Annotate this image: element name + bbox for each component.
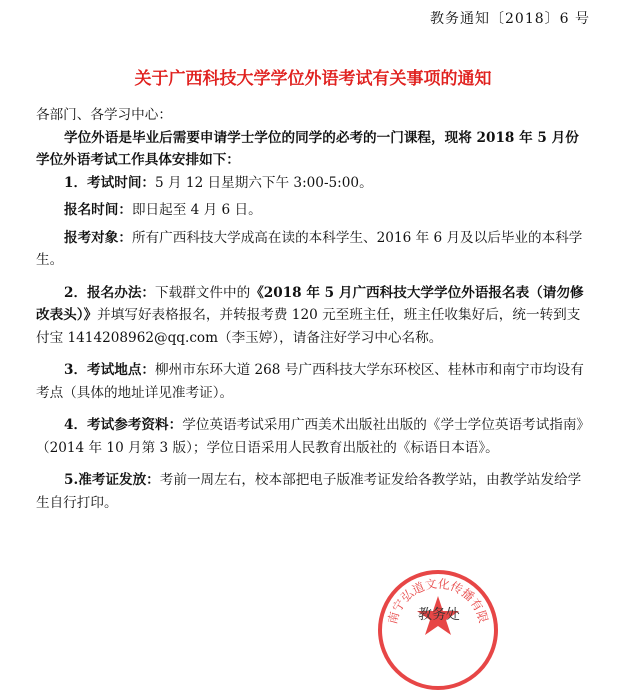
- registration-method-label: 2．报名办法：: [64, 284, 156, 301]
- admission-ticket-value: 考前一周左右，校本部把电子版准考证发给各教学站，由教学站发给学生自行打印。: [36, 472, 582, 511]
- intro-text: 学位外语是毕业后需要申请学士学位的同学的必考的一门课程，现将 2018 年 5 月份学位外语考试工作具体安排如下：: [36, 129, 579, 168]
- exam-time-label: 1．考试时间：: [64, 174, 156, 191]
- registration-time-item: [36, 199, 584, 222]
- exam-time-item: [36, 172, 584, 195]
- reference-materials-item: [36, 414, 584, 459]
- exam-location-label: 3．考试地点：: [64, 362, 156, 378]
- exam-targets-value: 所有广西科技大学成高在读的本科学生、2016 年 6 月及以后毕业的本科学生。: [36, 229, 583, 268]
- reference-materials-label: 4．考试参考资料：: [64, 417, 183, 433]
- registration-method-text: 下载群文件中的: [155, 284, 251, 301]
- seal-caption: 教务处: [418, 607, 460, 623]
- exam-location-item: [36, 359, 584, 404]
- greeting: 各部门、各学习中心：: [36, 107, 172, 123]
- notice-body: [36, 104, 584, 514]
- exam-location-value: 柳州市东环大道 268 号广西科技大学东环校区、桂林市和南宁市均设有考点（具体的地址详见准考证）。: [36, 362, 584, 401]
- registration-time-value: 即日起至 4 月 6 日。: [131, 202, 262, 218]
- official-seal-stamp: [374, 566, 502, 694]
- registration-method-item: [36, 282, 584, 350]
- seal-ring-text: 南宁弘道文化传播有限: [385, 576, 491, 626]
- reference-materials-value: 学位英语考试采用广西美术出版社出版的《学士学位英语考试指南》（2014 年 10 月第 3 版）；学位日语采用人民教育出版社的《标语日本语》。: [36, 417, 584, 456]
- registration-method-details: 并填写好表格报名，并转报考费 120 元至班主任，班主任收集好后，统一转到支付宝 1414208962@qq.com（李玉婷），请备注好学习中心名称。: [36, 307, 581, 346]
- registration-time-label: 报名时间：: [64, 202, 132, 218]
- admission-ticket-label: 5.准考证发放：: [64, 472, 160, 488]
- exam-targets-item: [36, 227, 584, 272]
- document-number: 教务通知〔2018〕6 号: [430, 11, 590, 27]
- exam-targets-label: 报考对象：: [64, 229, 132, 246]
- admission-ticket-item: [36, 469, 584, 514]
- registration-form-name: 《2018 年 5 月广西科技大学学位外语报名表（请勿修改表头）》: [36, 284, 584, 323]
- intro-paragraph: [36, 127, 584, 172]
- exam-time-value: 5 月 12 日星期六下午 3:00-5:00。: [155, 174, 373, 191]
- notice-title: 关于广西科技大学学位外语考试有关事项的通知: [134, 69, 492, 89]
